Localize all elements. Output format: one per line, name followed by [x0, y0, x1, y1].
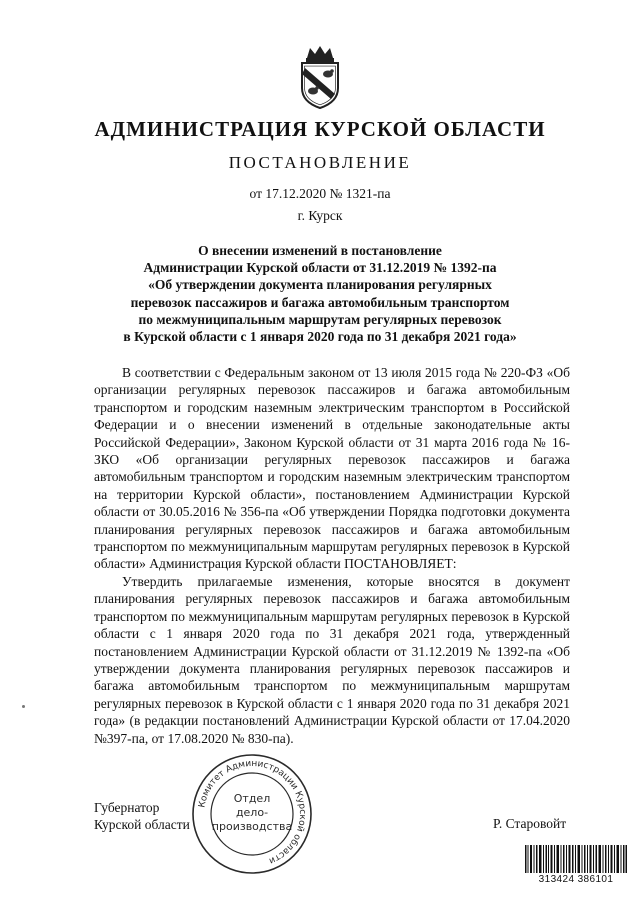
- coat-of-arms-emblem: [293, 44, 347, 110]
- signer-name: Р. Старовойт: [493, 816, 567, 831]
- barcode-number: 313424 386101: [538, 874, 614, 885]
- agency-title: АДМИНИСТРАЦИЯ КУРСКОЙ ОБЛАСТИ: [94, 117, 546, 141]
- document-type: ПОСТАНОВЛЕНИЕ: [228, 153, 412, 172]
- title-line: по межмуниципальным маршрутам регулярных перевозок: [138, 311, 502, 327]
- title-line: О внесении изменений в постановление: [198, 243, 442, 258]
- barcode: [525, 845, 627, 873]
- title-line: «Об утверждении документа планирования регулярных: [148, 277, 492, 293]
- signer-position: [94, 799, 190, 834]
- document-city: г. Курск: [297, 208, 343, 223]
- stamp-ring-text: Комитет Администрации Курской области: [197, 758, 308, 866]
- preamble-paragraph: В соответствии с Федеральным законом от 13 июля 2015 года № 220-ФЗ «Об организации регулярных перевозок пассажиров и багажа автомобильным транспортом и городским наземным электрическим транспортом в Российской Федерации и о внесении изменений в отдельные законодательные акты Российской Федерации», Законом Курской области от 31 марта 2016 года № 16-ЗКО «Об организации регулярных перевозок пассажиров и багажа автомобильным транспортом и городским наземным электрическим транспортом на территории Курской области», постановлением Администрации Курской области от 30.05.2016 № 356-па «Об утверждении Порядка подготовки документа планирования регулярных перевозок пассажиров и багажа автомобильным транспортом по межмуниципальным маршрутам регулярных перевозок в Курской области» Администрация Курской области ПОСТАНОВЛЯЕТ:: [94, 365, 570, 572]
- document-body: [94, 364, 570, 747]
- document-date-number: от 17.12.2020 № 1321-па: [249, 186, 391, 201]
- title-line: Администрации Курской области от 31.12.2019 № 1392-па: [143, 260, 497, 276]
- stamp-center-line: дело-: [235, 806, 269, 819]
- document-title: [60, 242, 580, 345]
- registration-stamp: [190, 752, 314, 876]
- title-line: перевозок пассажиров и багажа автомобильным транспортом: [130, 294, 510, 310]
- stamp-center-line: Отдел: [233, 792, 271, 805]
- title-line: в Курской области с 1 января 2020 года по 31 декабря 2021 года»: [123, 329, 517, 345]
- signer-position-line: Губернатор: [94, 800, 160, 815]
- stamp-center-line: производства: [211, 820, 293, 833]
- signer-position-line: Курской области: [94, 817, 190, 833]
- scan-speck: [22, 705, 25, 708]
- resolution-paragraph: Утвердить прилагаемые изменения, которые вносятся в документ планирования регулярных перевозок пассажиров и багажа автомобильным транспортом по межмуниципальным маршрутам регулярных перевозок в Курской области с 1 января 2020 года по 31 декабря 2021 года, утвержденный постановлением Администрации Курской области от 31.12.2019 № 1392-па «Об утверждении документа планирования регулярных перевозок пассажиров и багажа автомобильным транспортом по межмуниципальным маршрутам регулярных перевозок в Курской области с 1 января 2020 года по 31 декабря 2021 года» (в редакции постановлений Администрации Курской области от 17.04.2020 №397-па, от 17.08.2020 № 830-па).: [94, 573, 570, 746]
